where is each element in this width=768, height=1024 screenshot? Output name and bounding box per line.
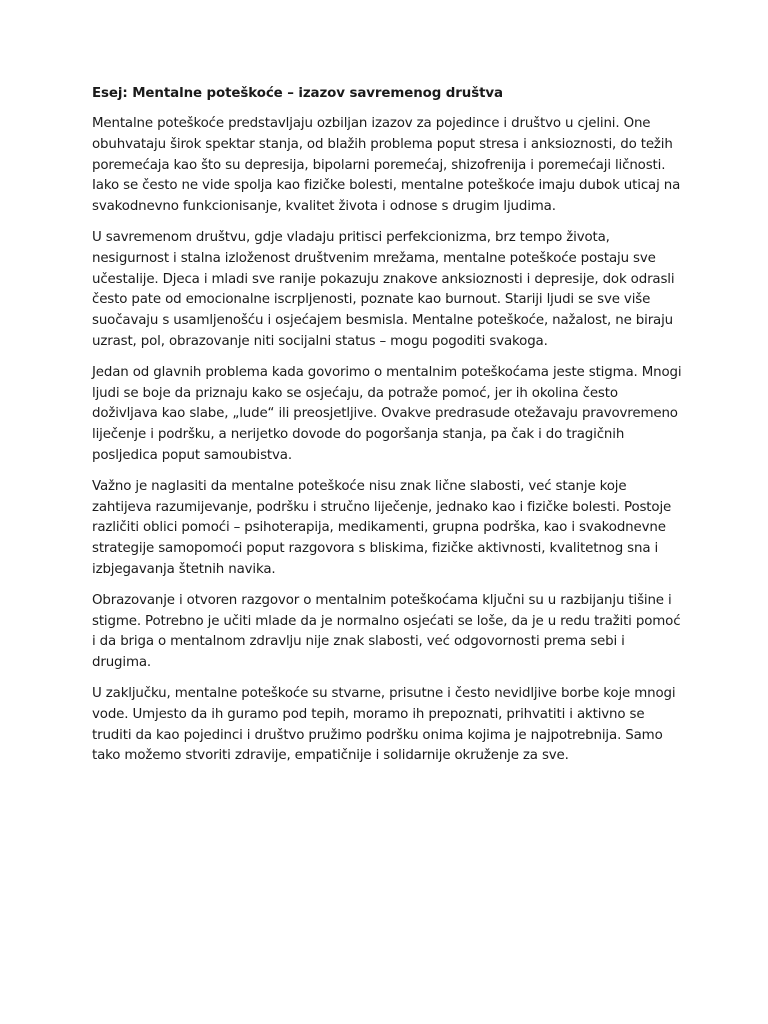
paragraph-6: U zaključku, mentalne poteškoće su stvarne, prisutne i često nevidljive borbe koje mnogi vode. Umjesto da ih guramo pod tepih, moramo ih prepoznati, prihvatiti i aktivno se truditi da kao pojedinci i društvo pružimo podršku onima kojima je najpotrebnija. Samo tako možemo stvoriti zdravije, empatičnije i solidarnije okruženje za sve. xyxy=(92,685,676,764)
document-page xyxy=(92,84,682,777)
paragraph-3: Jedan od glavnih problema kada govorimo o mentalnim poteškoćama jeste stigma. Mnogi ljudi se boje da priznaju kako se osjećaju, da potraže pomoć, jer ih okolina često doživljava kao slabe, „lude“ ili preosjetljive. Ovakve predrasude otežavaju pravovremeno liječenje i podršku, a nerijetko dovode do pogoršanja stanja, pa čak i do tragičnih posljedica poput samoubistva. xyxy=(92,364,682,463)
paragraph-4: Važno je naglasiti da mentalne poteškoće nisu znak lične slabosti, već stanje koje zahtijeva razumijevanje, podršku i stručno liječenje, jednako kao i fizičke bolesti. Postoje različiti oblici pomoći – psihoterapija, medikamenti, grupna podrška, kao i svakodnevne strategije samopomoći poput razgovora s bliskima, fizičke aktivnosti, kvalitetnog sna i izbjegavanja štetnih navika. xyxy=(92,478,672,577)
paragraph-1: Mentalne poteškoće predstavljaju ozbiljan izazov za pojedince i društvo u cjelini. One obuhvataju širok spektar stanja, od blažih problema poput stresa i anksioznosti, do težih poremećaja kao što su depresija, bipolarni poremećaj, shizofrenija i poremećaji ličnosti. Iako se često ne vide spolja kao fizičke bolesti, mentalne poteškoće imaju dubok uticaj na svakodnevno funkcionisanje, kvalitet života i odnose s drugim ljudima. xyxy=(92,116,681,215)
essay-title: Esej: Mentalne poteškoće – izazov savremenog društva xyxy=(92,86,503,101)
paragraph-2: U savremenom društvu, gdje vladaju pritisci perfekcionizma, brz tempo života, nesigurnost i stalna izloženost društvenim mrežama, mentalne poteškoće postaju sve učestalije. Djeca i mladi sve ranije pokazuju znakove anksioznosti i depresije, dok odrasli često pate od emocionalne iscrpljenosti, poznate kao burnout. Stariji ljudi se sve više suočavaju s usamljenošću i osjećajem besmisla. Mentalne poteškoće, nažalost, ne biraju uzrast, pol, obrazovanje niti socijalni status – mogu pogoditi svakoga. xyxy=(92,229,675,349)
paragraph-5: Obrazovanje i otvoren razgovor o mentalnim poteškoćama ključni su u razbijanju tišine i stigme. Potrebno je učiti mlade da je normalno osjećati se loše, da je u redu tražiti pomoć i da briga o mentalnom zdravlju nije znak slabosti, već odgovornosti prema sebi i drugima. xyxy=(92,592,681,671)
